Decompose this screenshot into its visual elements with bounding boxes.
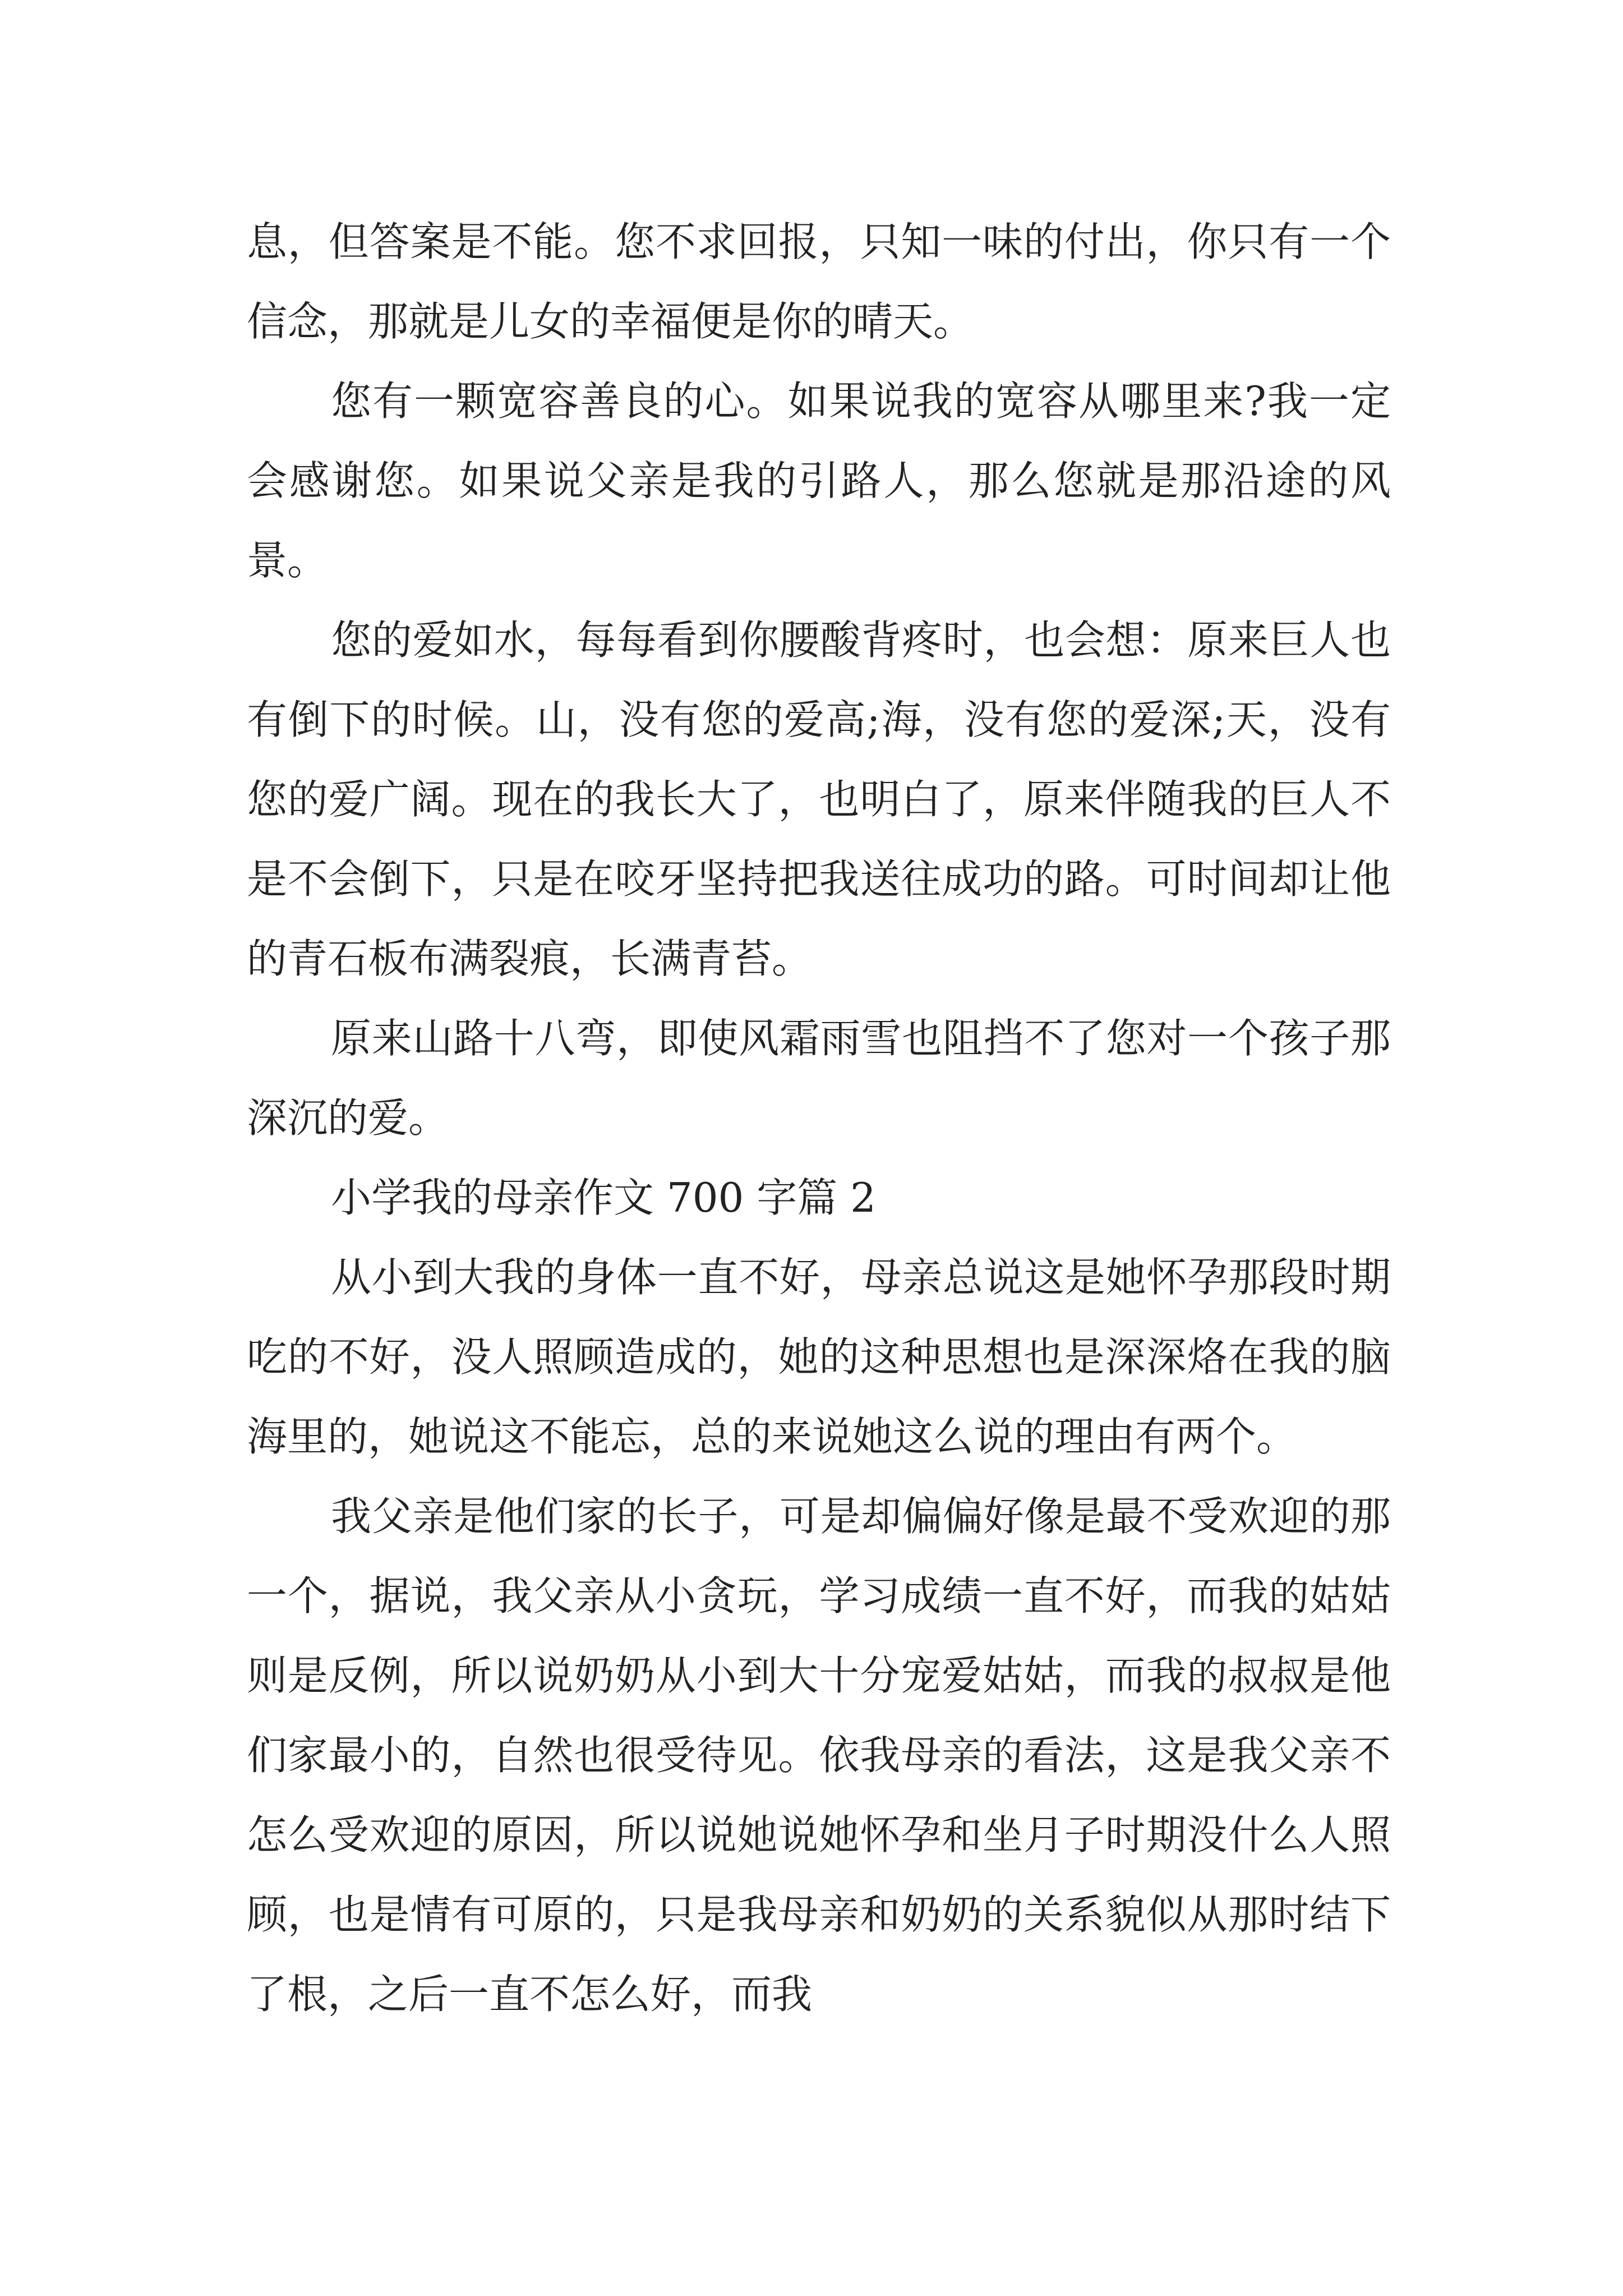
paragraph: 从小到大我的身体一直不好，母亲总说这是她怀孕那段时期吃的不好，没人照顾造成的，她的这种思想也是深深烙在我的脑海里的，她说这不能忘，总的来说她这么说的理由有两个。 bbox=[247, 1254, 1391, 1460]
paragraph: 原来山路十八弯，即使风霜雨雪也阻挡不了您对一个孩子那深沉的爱。 bbox=[247, 1015, 1391, 1142]
paragraph-continued: 息，但答案是不能。您不求回报，只知一味的付出，你只有一个信念，那就是儿女的幸福便是你的晴天。 bbox=[247, 218, 1391, 345]
paragraph: 我父亲是他们家的长子，可是却偏偏好像是最不受欢迎的那一个，据说，我父亲从小贪玩，学习成绩一直不好，而我的姑姑则是反例，所以说奶奶从小到大十分宠爱姑姑，而我的叔叔是他们家最小的，自然也很受待见。依我母亲的看法，这是我父亲不怎么受欢迎的原因，所以说她说她怀孕和坐月子时期没什么人照顾，也是情有可原的，只是我母亲和奶奶的关系貌似从那时结下了根，之后一直不怎么好，而我 bbox=[247, 1493, 1391, 2018]
document-body bbox=[247, 202, 1391, 2034]
paragraph: 您有一颗宽容善良的心。如果说我的宽容从哪里来?我一定会感谢您。如果说父亲是我的引路人，那么您就是那沿途的风景。 bbox=[247, 378, 1391, 584]
paragraph: 您的爱如水，每每看到你腰酸背疼时，也会想：原来巨人也有倒下的时候。山，没有您的爱高;海，没有您的爱深;天，没有您的爱广阔。现在的我长大了，也明白了，原来伴随我的巨人不是不会倒下，只是在咬牙坚持把我送往成功的路。可时间却让他的青石板布满裂痕，长满青苔。 bbox=[247, 616, 1391, 982]
section-title: 小学我的母亲作文 700 字篇 2 bbox=[331, 1174, 876, 1221]
